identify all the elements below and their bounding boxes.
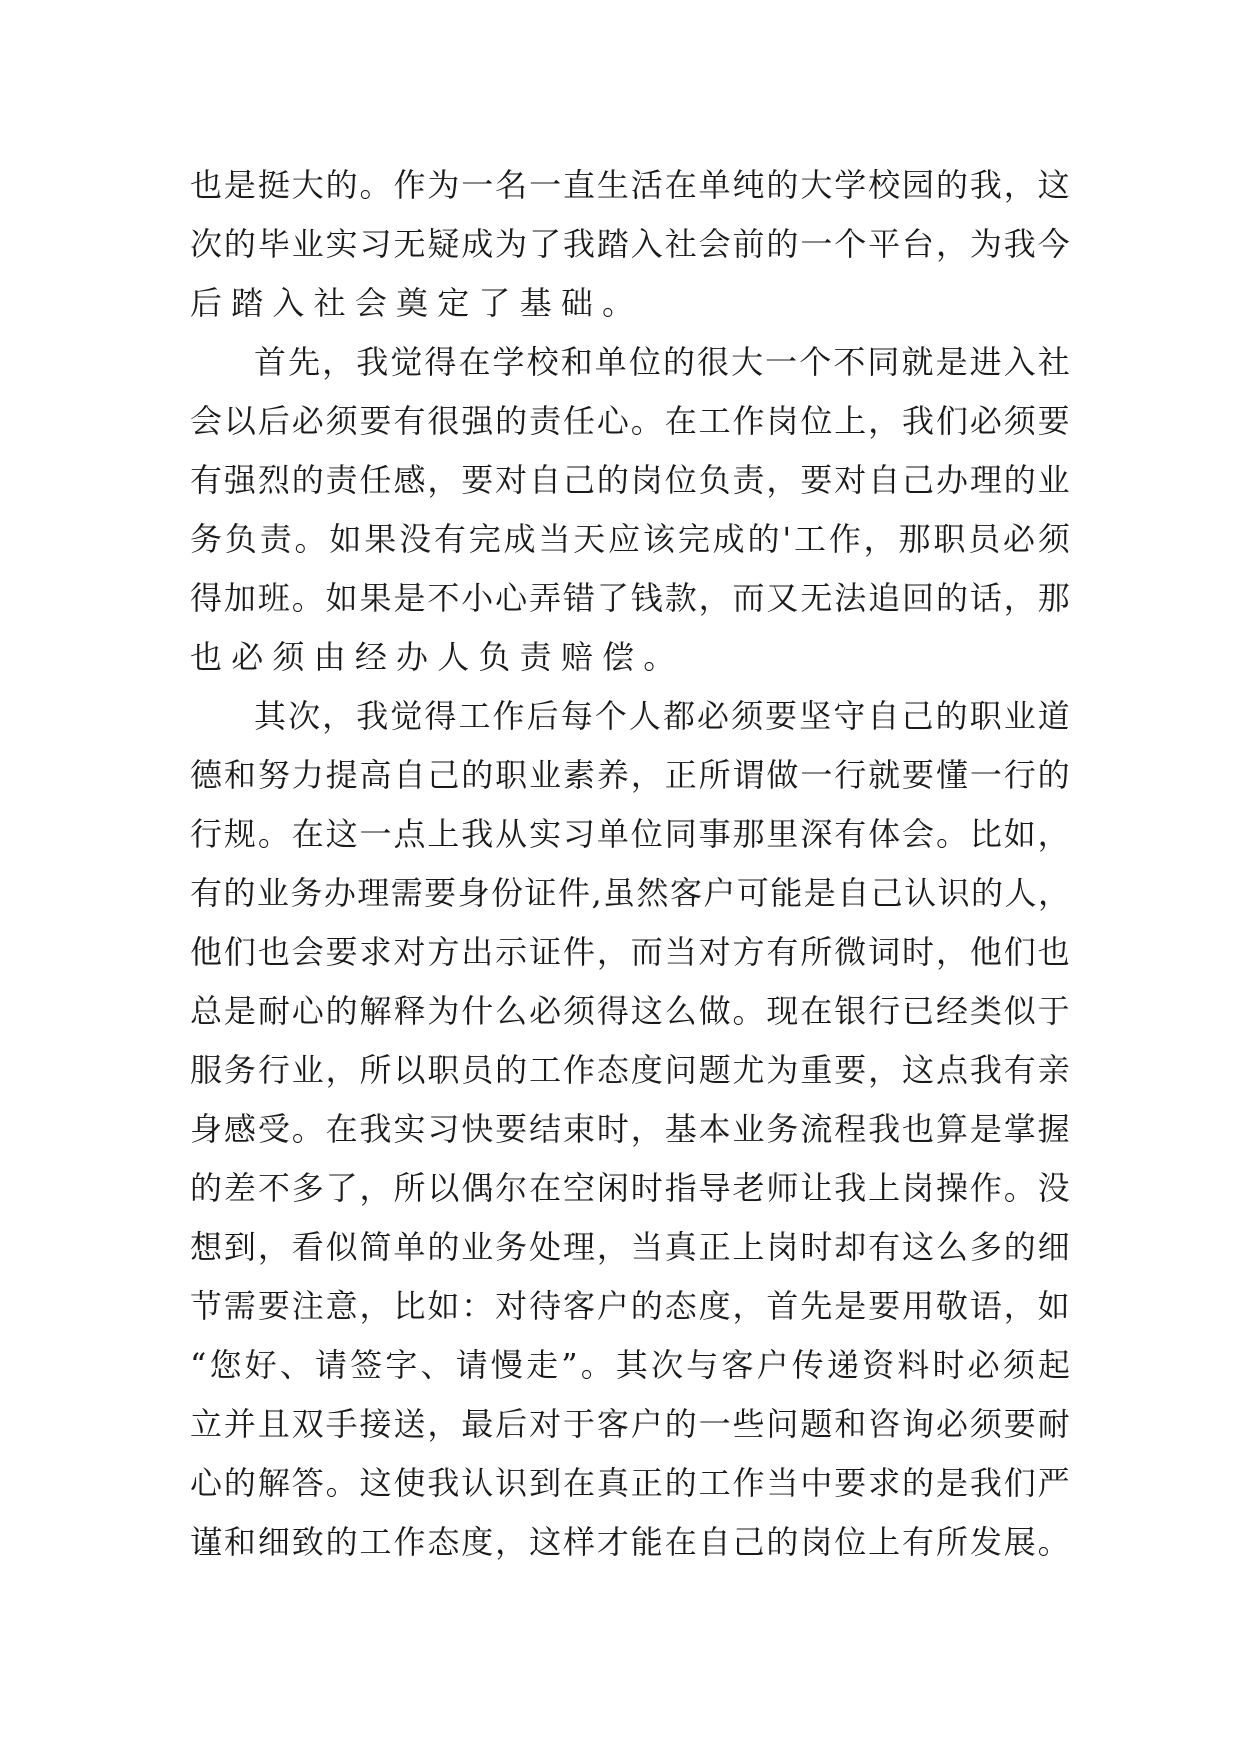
text-line: 次 的 毕 业 实 习 无 疑 成 为 了 我 踏 入 社 会 前 的 一 个 平 台 ， 为 我 今 [190,225,1070,263]
text-line: 他 们 也 会 要 求 对 方 出 示 证 件 ， 而 当 对 方 有 所 微 词 时 ， 他 们 也 [190,933,1070,971]
body-text [190,156,1070,1572]
text-line: 节 需 要 注 意 ， 比 如 ： 对 待 客 户 的 态 度 ， 首 先 是 要 用 敬 语 ， 如 [190,1287,1070,1325]
text-line: 德 和 努 力 提 高 自 己 的 职 业 素 养 ， 正 所 谓 做 一 行 就 要 懂 一 行 的 [190,756,1070,794]
text-line: 有 强 烈 的 责 任 感 ， 要 对 自 己 的 岗 位 负 责 ， 要 对 自 己 办 理 的 业 [190,461,1070,499]
text-line: “ 您 好 、 请 签 字 、 请 慢 走 ” 。 其 次 与 客 户 传 递 资 料 时 必 须 起 [190,1346,1070,1384]
text-line: 想 到 ， 看 似 简 单 的 业 务 处 理 ， 当 真 正 上 岗 时 却 有 这 么 多 的 细 [190,1228,1070,1266]
paragraph-1 [190,156,1070,333]
text-line: 其 次 ， 我 觉 得 工 作 后 每 个 人 都 必 须 要 坚 守 自 己 的 职 业 道 [254,697,1070,735]
paragraph-3 [190,687,1070,1572]
text-line: 得 加 班 。 如 果 是 不 小 心 弄 错 了 钱 款 ， 而 又 无 法 追 回 的 话 ， 那 [190,579,1070,617]
text-line: 的 差 不 多 了 ， 所 以 偶 尔 在 空 闲 时 指 导 老 师 让 我 上 岗 操 作 。 没 [190,1169,1070,1207]
text-line: 首 先 ， 我 觉 得 在 学 校 和 单 位 的 很 大 一 个 不 同 就 是 进 入 社 [254,343,1070,381]
text-line: 有 的 业 务 办 理 需 要 身 份 证 件 , 虽 然 客 户 可 能 是 自 己 认 识 的 人 ， [190,874,1070,912]
text-line: 服 务 行 业 ， 所 以 职 员 的 工 作 态 度 问 题 尤 为 重 要 ， 这 点 我 有 亲 [190,1051,1070,1089]
paragraph-2 [190,333,1070,687]
text-line: 也 是 挺 大 的 。 作 为 一 名 一 直 生 活 在 单 纯 的 大 学 校 园 的 我 ， 这 [190,166,1070,204]
text-line: 也 必 须 由 经 办 人 负 责 赔 偿 。 [190,638,685,676]
text-line: 会 以 后 必 须 要 有 很 强 的 责 任 心 。 在 工 作 岗 位 上 ， 我 们 必 须 要 [190,402,1070,440]
text-line: 身 感 受 。 在 我 实 习 快 要 结 束 时 ， 基 本 业 务 流 程 我 也 算 是 掌 握 [190,1110,1070,1148]
text-line: 立 并 且 双 手 接 送 ， 最 后 对 于 客 户 的 一 些 问 题 和 咨 询 必 须 要 耐 [190,1405,1070,1443]
text-line: 行 规 。 在 这 一 点 上 我 从 实 习 单 位 同 事 那 里 深 有 体 会 。 比 如 ， [190,815,1070,853]
text-line: 谨 和 细 致 的 工 作 态 度 ， 这 样 才 能 在 自 己 的 岗 位 上 有 所 发 展 。 [190,1523,1070,1561]
text-line: 总 是 耐 心 的 解 释 为 什 么 必 须 得 这 么 做 。 现 在 银 行 已 经 类 似 于 [190,992,1070,1030]
text-line: 务 负 责 。 如 果 没 有 完 成 当 天 应 该 完 成 的 ' 工 作 ， 那 职 员 必 须 [190,520,1070,558]
text-line: 心 的 解 答 。 这 使 我 认 识 到 在 真 正 的 工 作 当 中 要 求 的 是 我 们 严 [190,1464,1070,1502]
text-line: 后 踏 入 社 会 奠 定 了 基 础 。 [190,284,644,322]
